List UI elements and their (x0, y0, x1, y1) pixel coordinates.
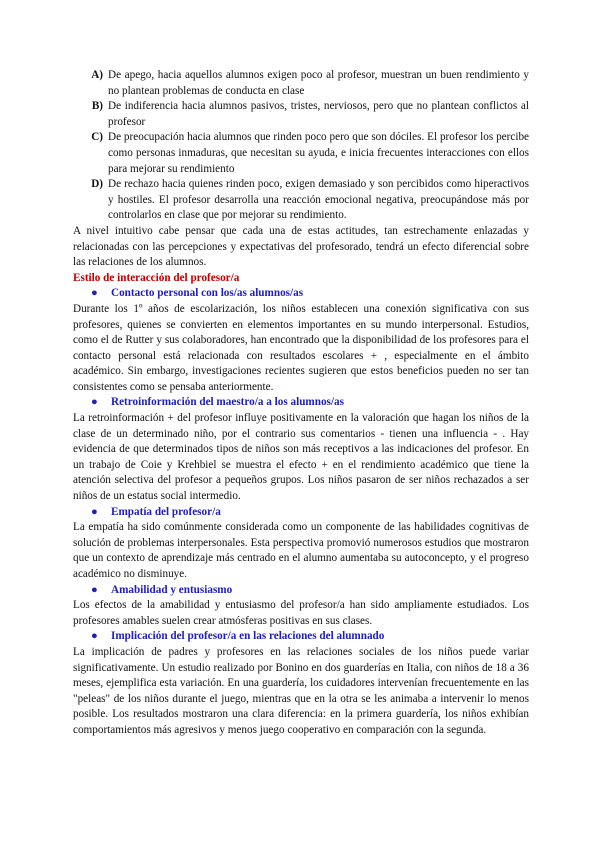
list-item (73, 68, 529, 99)
paragraph: Durante los 1º años de escolarización, los niños establecen una conexión significativa con sus profesores, quienes se convierten en elementos importantes en su mundo interpersonal. Estudios, como el de Rutter y sus colaboradores, han encontrado que la disponibilidad de los profesores para el contacto personal está relacionada con resultados escolares + , especialmente en el ámbito académico. Sin embargo, investigaciones recientes sugieren que estos beneficios pueden no ser tan consistentes como se pensaba anteriormente. (73, 302, 529, 393)
intro-paragraph: A nivel intuitivo cabe pensar que cada una de estas actitudes, tan estrechamente enlazadas y relacionadas con las percepciones y expectativas del profesorado, tendrá un efecto diferencial sobre las relaciones de los alumnos. (73, 224, 529, 269)
list-letter: B) (91, 100, 103, 113)
paragraph: La empatía ha sido comúnmente considerada como un componente de las habilidades cognitivas de solución de problemas interpersonales. Esta perspectiva promovió numerosos estudios que mostraron que un contexto de aprendizaje más centrado en el alumno aumentaba su autoconcepto, y el progreso académico no disminuye. (73, 521, 529, 580)
document-page (73, 68, 529, 739)
bullet-icon: ● (91, 583, 98, 596)
subsection-heading (73, 395, 529, 411)
list-letter: C) (91, 131, 103, 144)
bullet-icon: ● (91, 287, 98, 300)
subsection-heading (73, 629, 529, 645)
bullet-icon: ● (91, 630, 98, 643)
subsection-heading-text: Empatía del profesor/a (111, 505, 221, 518)
bullet-icon: ● (91, 396, 98, 409)
section-title: Estilo de interacción del profesor/a (73, 271, 240, 284)
paragraph: La implicación de padres y profesores en las relaciones sociales de los niños puede variar significativamente. Un estudio realizado por Bonino en dos guarderías en Italia, con niños de 18 a 36 meses, ejemplifica esta variación. En una guardería, los cuidadores intervenían frecuentemente en las "peleas" de los niños durante el juego, mientras que en la otra se les animaba a intervenir lo menos posible. Los resultados mostraron una clara diferencia: en la primera guardería, los niños exhibían comportamientos más agresivos y menos juego cooperativo en comparación con la segunda. (73, 645, 529, 736)
list-item (73, 177, 529, 224)
subsection-heading-text: Contacto personal con los/as alumnos/as (111, 287, 304, 300)
subsection-heading-text: Retroinformación del maestro/a a los alumnos/as (111, 396, 344, 409)
subsection-heading (73, 505, 529, 521)
subsection-heading (73, 583, 529, 599)
attitude-list (73, 68, 529, 224)
list-letter: D) (91, 178, 103, 191)
list-item (73, 99, 529, 130)
list-text: De indiferencia hacia alumnos pasivos, tristes, nerviosos, pero que no plantean conflictos al profesor (108, 100, 529, 128)
paragraph: La retroinformación + del profesor influye positivamente en la valoración que hagan los niños de la clase de un determinado niño, por el contrario sus comentarios - tienen una influencia - . Hay evidencia de que determinados tipos de niños son más receptivos a las indicaciones del profesor. En un trabajo de Coie y Krehbiel se muestra el efecto + en el rendimiento académico que tiene la atención selectiva del profesor a pequeños grupos. Los niños pasaron de ser niños rechazados a ser niños de un estatus social intermedio. (73, 412, 529, 503)
list-text: De apego, hacia aquellos alumnos exigen poco al profesor, muestran un buen rendimiento y no plantean problemas de conducta en clase (108, 69, 529, 97)
subsection-heading-text: Amabilidad y entusiasmo (111, 583, 233, 596)
subsection-heading (73, 286, 529, 302)
bullet-icon: ● (91, 505, 98, 518)
list-letter: A) (91, 69, 103, 81)
paragraph: Los efectos de la amabilidad y entusiasmo del profesor/a han sido ampliamente estudiados. Los profesores amables suelen crear atmósferas positivas en sus clases. (73, 599, 529, 627)
list-text: De rechazo hacia quienes rinden poco, exigen demasiado y son percibidos como hiperactivos y hostiles. El profesor desarrolla una reacción emocional negativa, preocupándose más por controlarlos en clase que por mejorar su rendimiento. (108, 178, 529, 222)
list-item (73, 130, 529, 177)
list-text: De preocupación hacia alumnos que rinden poco pero que son dóciles. El profesor los percibe como personas inmaduras, que necesitan su ayuda, e inicia frecuentes interacciones con ellos para mejorar su rendimiento (108, 131, 529, 175)
subsection-heading-text: Implicación del profesor/a en las relaciones del alumnado (111, 630, 385, 643)
